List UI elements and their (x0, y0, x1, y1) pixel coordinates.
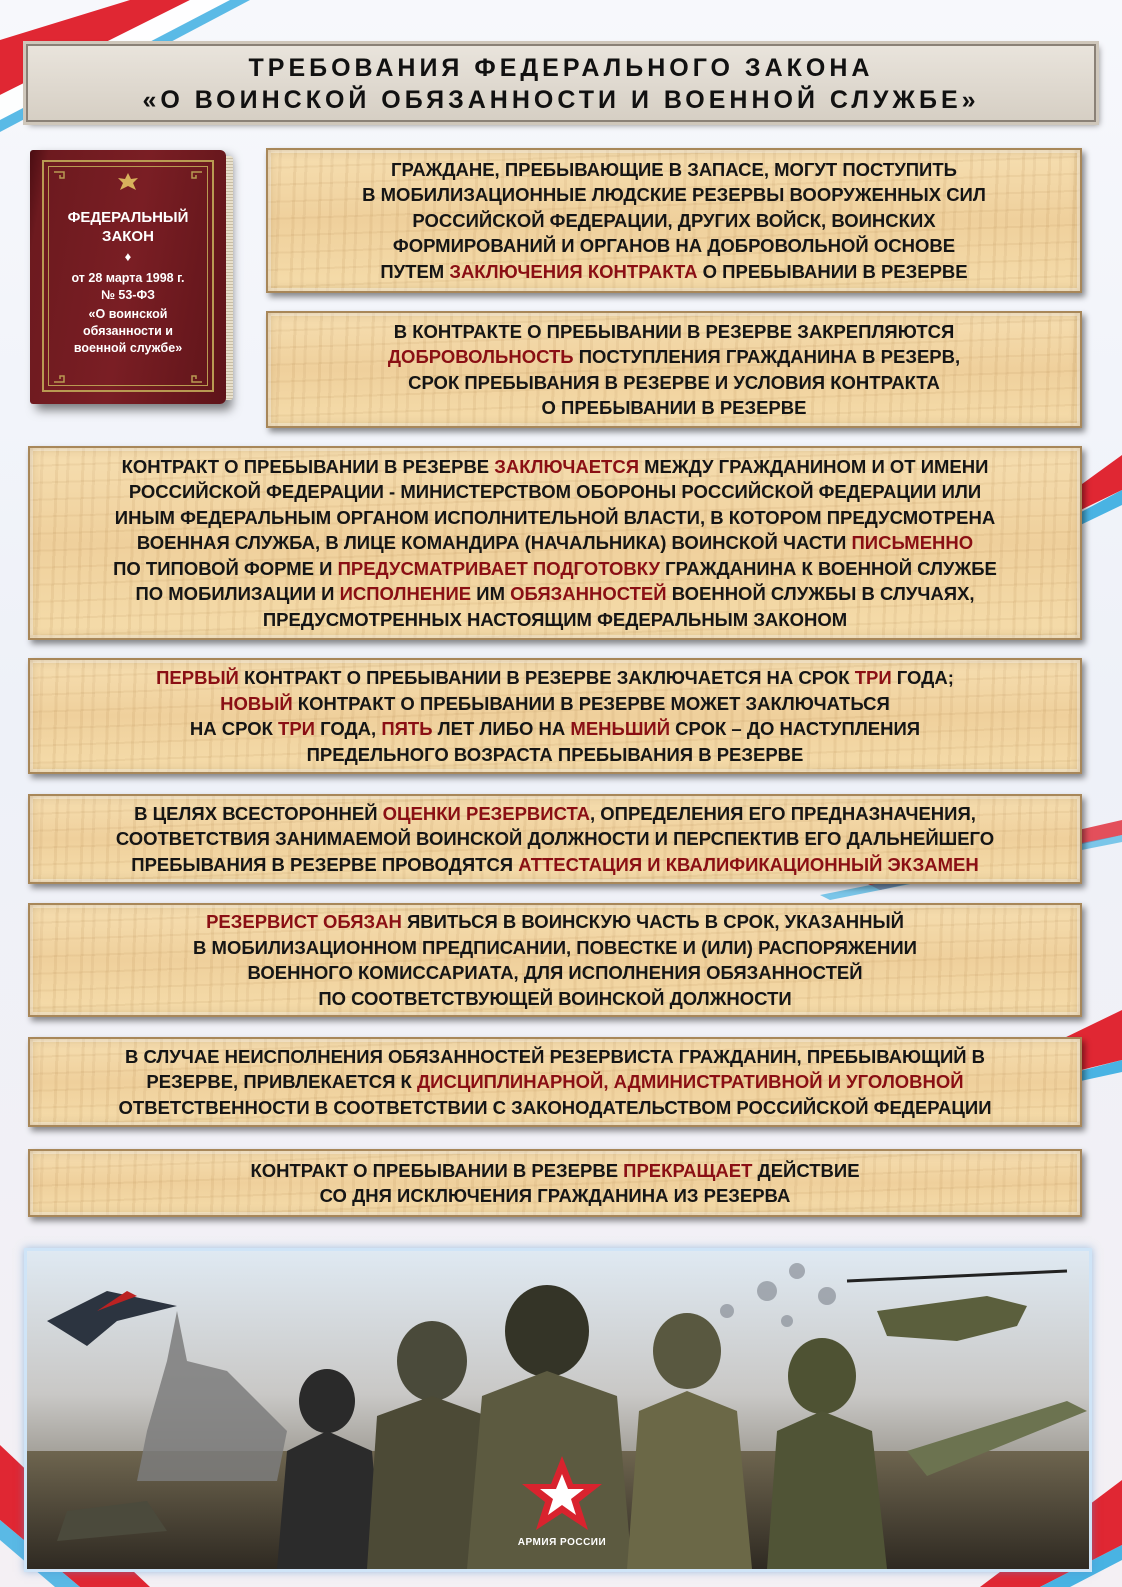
highlighted-text: ПЯТЬ (381, 718, 433, 739)
block-text (146, 665, 964, 767)
book-diamond: ♦ (124, 249, 132, 264)
book-title-1: ФЕДЕРАЛЬНЫЙ (67, 209, 189, 226)
text-segment: ПО СООТВЕТСТВУЮЩЕЙ ВОИНСКОЙ ДОЛЖНОСТИ (318, 987, 792, 1009)
page-title (26, 44, 1096, 122)
text-segment: СРОК – ДО НАСТУПЛЕНИЯ (670, 718, 921, 739)
text-segment: РОССИЙСКОЙ ФЕДЕРАЦИИ, ДРУГИХ ВОЙСК, ВОИНСКИХ (412, 209, 936, 231)
army-collage-illustration (27, 1251, 1089, 1569)
text-segment: РОССИЙСКОЙ ФЕДЕРАЦИИ - МИНИСТЕРСТВОМ ОБОРОНЫ РОССИЙСКОЙ ФЕДЕРАЦИИ ИЛИ (128, 481, 982, 503)
text-segment: ФОРМИРОВАНИЙ И ОРГАНОВ НА ДОБРОВОЛЬНОЙ ОСНОВЕ (392, 235, 956, 257)
highlighted-text: ОБЯЗАННОСТЕЙ (510, 583, 667, 605)
text-segment: ВОЕННОЙ СЛУЖБЫ В СЛУЧАЯХ, (666, 583, 975, 605)
text-segment: В ЦЕЛЯХ ВСЕСТОРОННЕЙ (134, 802, 383, 824)
book-name-3: военной службе» (73, 341, 183, 355)
text-segment: ПО ТИПОВОЙ ФОРМЕ И (113, 557, 338, 579)
text-segment: ПО МОБИЛИЗАЦИИ И (135, 583, 340, 605)
book-title-2: ЗАКОН (102, 228, 154, 245)
requirement-block-5 (28, 794, 1082, 884)
text-segment: ПРЕДУСМОТРЕННЫХ НАСТОЯЩИМ ФЕДЕРАЛЬНЫМ ЗАКОНОМ (262, 608, 848, 630)
text-segment: МЕЖДУ ГРАЖДАНИНОМ И ОТ ИМЕНИ (639, 455, 989, 477)
block-text (183, 909, 927, 1011)
text-segment: О ПРЕБЫВАНИИ В РЕЗЕРВЕ (697, 260, 968, 282)
army-russia-caption: АРМИЯ РОССИИ (517, 1537, 607, 1548)
text-segment: ЯВИТЬСЯ В ВОИНСКУЮ ЧАСТЬ В СРОК, УКАЗАННЫЙ (401, 911, 904, 932)
highlighted-text: ОЦЕНКИ РЕЗЕРВИСТА (382, 802, 590, 824)
text-segment: КОНТРАКТ О ПРЕБЫВАНИИ В РЕЗЕРВЕ ЗАКЛЮЧАЕТСЯ НА СРОК (238, 667, 855, 688)
text-segment: ПУТЕМ (380, 260, 450, 282)
book-date: от 28 марта 1998 г. (71, 271, 185, 285)
highlighted-text: МЕНЬШИЙ (570, 718, 670, 739)
text-segment: КОНТРАКТ О ПРЕБЫВАНИИ В РЕЗЕРВЕ МОЖЕТ ЗАКЛЮЧАТЬСЯ (292, 692, 890, 714)
requirement-block-3 (28, 446, 1082, 640)
highlighted-text: ПРЕКРАЩАЕТ (623, 1159, 753, 1181)
block-text (378, 319, 970, 421)
text-segment: СО ДНЯ ИСКЛЮЧЕНИЯ ГРАЖДАНИНА ИЗ РЕЗЕРВА (319, 1185, 791, 1206)
text-segment: В МОБИЛИЗАЦИОННОМ ПРЕДПИСАНИИ, ПОВЕСТКЕ И (ИЛИ) РАСПОРЯЖЕНИИ (193, 936, 917, 958)
highlighted-text: ПИСЬМЕННО (851, 532, 974, 554)
law-book-image (30, 150, 226, 404)
text-segment: ВОЕННОГО КОМИССАРИАТА, ДЛЯ ИСПОЛНЕНИЯ ОБЯЗАННОСТЕЙ (247, 962, 863, 983)
text-segment: ВОЕННАЯ СЛУЖБА, В ЛИЦЕ КОМАНДИРА (НАЧАЛЬНИКА) ВОИНСКОЙ ЧАСТИ (136, 532, 852, 554)
highlighted-text: ПЕРВЫЙ (156, 667, 239, 688)
block-text (240, 1158, 869, 1209)
text-segment: В СЛУЧАЕ НЕИСПОЛНЕНИЯ ОБЯЗАННОСТЕЙ РЕЗЕРВИСТА ГРАЖДАНИН, ПРЕБЫВАЮЩИЙ В (124, 1045, 986, 1067)
text-segment: О ПРЕБЫВАНИИ В РЕЗЕРВЕ (541, 397, 807, 418)
text-segment: СРОК ПРЕБЫВАНИЯ В РЕЗЕРВЕ И УСЛОВИЯ КОНТРАКТА (408, 371, 940, 393)
text-segment: ОТВЕТСТВЕННОСТИ В СООТВЕТСТВИИ С ЗАКОНОДАТЕЛЬСТВОМ РОССИЙСКОЙ ФЕДЕРАЦИИ (118, 1096, 992, 1118)
requirement-block-7 (28, 1037, 1082, 1127)
text-segment: ИМ (471, 583, 511, 605)
text-segment: КОНТРАКТ О ПРЕБЫВАНИИ В РЕЗЕРВЕ (121, 455, 495, 477)
text-segment: ГОДА, (314, 718, 382, 739)
text-segment: ИНЫМ ФЕДЕРАЛЬНЫМ ОРГАНОМ ИСПОЛНИТЕЛЬНОЙ ВЛАСТИ, В КОТОРОМ ПРЕДУСМОТРЕНА (114, 506, 996, 528)
requirement-block-8 (28, 1149, 1082, 1217)
highlighted-text: ЗАКЛЮЧАЕТСЯ (494, 455, 639, 477)
highlighted-text: ИСПОЛНЕНИЕ (339, 583, 472, 605)
block-text (109, 1044, 1002, 1121)
block-text (352, 157, 996, 285)
text-segment: ГОДА; (891, 667, 954, 688)
block-text (103, 454, 1007, 633)
highlighted-text: РЕЗЕРВИСТ ОБЯЗАН (206, 911, 402, 932)
highlighted-text: АТТЕСТАЦИЯ И КВАЛИФИКАЦИОННЫЙ ЭКЗАМЕН (518, 853, 979, 875)
highlighted-text: ТРИ (278, 718, 315, 739)
text-segment: В МОБИЛИЗАЦИОННЫЕ ЛЮДСКИЕ РЕЗЕРВЫ ВООРУЖЕННЫХ СИЛ (362, 184, 986, 206)
book-name-2: обязанности и (83, 324, 173, 338)
title-line-1: ТРЕБОВАНИЯ ФЕДЕРАЛЬНОГО ЗАКОНА (248, 54, 874, 82)
book-pages (226, 156, 233, 400)
text-segment: ДЕЙСТВИЕ (752, 1159, 860, 1181)
title-line-2: «О ВОИНСКОЙ ОБЯЗАННОСТИ И ВОЕННОЙ СЛУЖБЕ» (142, 86, 980, 114)
text-segment: В КОНТРАКТЕ О ПРЕБЫВАНИИ В РЕЗЕРВЕ ЗАКРЕПЛЯЮТСЯ (393, 320, 955, 342)
highlighted-text: ПРЕДУСМАТРИВАЕТ ПОДГОТОВКУ (337, 557, 661, 579)
requirement-block-4 (28, 658, 1082, 774)
army-banner-image (24, 1248, 1092, 1572)
highlighted-text: ДОБРОВОЛЬНОСТЬ (387, 346, 574, 367)
requirement-block-1 (266, 148, 1082, 293)
text-segment: ПРЕДЕЛЬНОГО ВОЗРАСТА ПРЕБЫВАНИЯ В РЕЗЕРВЕ (306, 743, 804, 765)
book-number: № 53-ФЗ (101, 288, 155, 302)
text-segment: ГРАЖДАНЕ, ПРЕБЫВАЮЩИЕ В ЗАПАСЕ, МОГУТ ПОСТУПИТЬ (391, 158, 957, 180)
requirement-block-6 (28, 903, 1082, 1017)
book-name-1: «О воинской (88, 307, 168, 321)
block-text (106, 801, 1004, 878)
text-segment: РЕЗЕРВЕ, ПРИВЛЕКАЕТСЯ К (146, 1071, 417, 1093)
text-segment: , ОПРЕДЕЛЕНИЯ ЕГО ПРЕДНАЗНАЧЕНИЯ, (590, 802, 976, 824)
highlighted-text: ДИСЦИПЛИНАРНОЙ, АДМИНИСТРАТИВНОЙ И УГОЛОВНОЙ (417, 1071, 964, 1093)
text-segment: СООТВЕТСТВИЯ ЗАНИМАЕМОЙ ВОИНСКОЙ ДОЛЖНОСТИ И ПЕРСПЕКТИВ ЕГО ДАЛЬНЕЙШЕГО (115, 828, 995, 850)
text-segment: ГРАЖДАНИНА К ВОЕННОЙ СЛУЖБЕ (660, 557, 997, 579)
highlighted-text: ЗАКЛЮЧЕНИЯ КОНТРАКТА (449, 260, 698, 282)
text-segment: ПОСТУПЛЕНИЯ ГРАЖДАНИНА В РЕЗЕРВ, (573, 346, 961, 367)
text-segment: ЛЕТ ЛИБО НА (432, 718, 571, 739)
highlighted-text: ТРИ (854, 667, 892, 688)
text-segment: ПРЕБЫВАНИЯ В РЕЗЕРВЕ ПРОВОДЯТСЯ (131, 853, 519, 875)
requirement-block-2 (266, 311, 1082, 428)
highlighted-text: НОВЫЙ (220, 692, 293, 714)
text-segment: КОНТРАКТ О ПРЕБЫВАНИИ В РЕЗЕРВЕ (250, 1159, 624, 1181)
book-ornament-icon (30, 150, 226, 404)
text-segment: НА СРОК (189, 718, 279, 739)
